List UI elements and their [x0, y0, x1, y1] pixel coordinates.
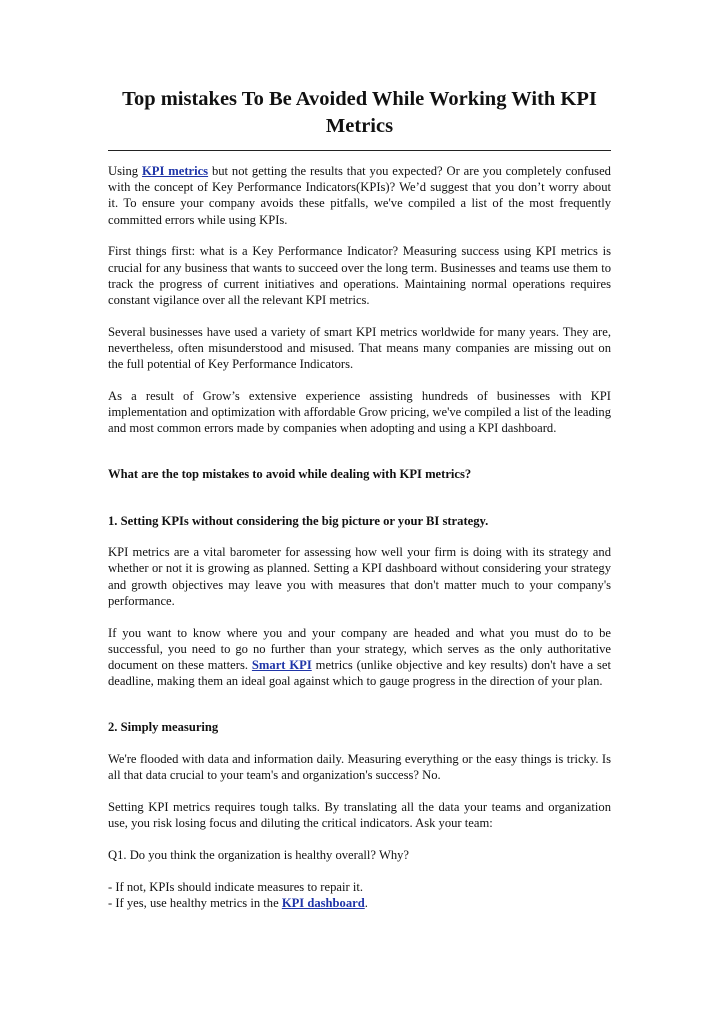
paragraph-intro-pre: Using	[108, 164, 142, 178]
paragraph-flooded: We're flooded with data and information daily. Measuring everything or the easy things is tricky. Is all that data crucial to your team's and organization's success? No.	[108, 752, 611, 783]
document-title: Top mistakes To Be Avoided While Working With KPI Metrics	[122, 88, 597, 137]
kpi-metrics-link[interactable]: KPI metrics	[141, 164, 209, 178]
question-1: Q1. Do you think the organization is healthy overall? Why?	[108, 847, 410, 862]
paragraph-strategy-post: metrics (unlike objective and key results) don't have a set deadline, making them an ideal goal against which to gauge progress in the direction of your plan.	[108, 657, 611, 689]
paragraph-intro-post: but not getting the results that you expected? Or are you completely confused with the concept of Key Performance Indicators(KPIs)? We’d suggest that you don’t worry about it. To ensure your company avoids these pitfalls, we've compiled a list of the most frequently committed errors while using KPIs.	[108, 164, 611, 227]
answer-if-yes-pre: - If yes, use healthy metrics in the	[108, 895, 282, 910]
paragraph-barometer: KPI metrics are a vital barometer for assessing how well your firm is doing with its strategy and whether or not it is growing as planned. Setting a KPI dashboard without considering your strategy and growth objectives may leave you with measures that don't matter much to your company's performance.	[108, 545, 611, 608]
paragraph-intro	[108, 163, 611, 228]
answer-if-yes-post: .	[364, 895, 368, 910]
heading-top-mistakes: What are the top mistakes to avoid while dealing with KPI metrics?	[108, 467, 472, 482]
paragraph-tough-talks: Setting KPI metrics requires tough talks. By translating all the data your teams and organization use, you risk losing focus and diluting the critical indicators. Ask your team:	[108, 799, 611, 831]
smart-kpi-link[interactable]: Smart KPI	[251, 657, 312, 672]
heading-mistake-1: 1. Setting KPIs without considering the big picture or your BI strategy.	[108, 513, 489, 528]
answer-list	[108, 879, 611, 911]
document-body	[108, 163, 611, 911]
heading-mistake-2: 2. Simply measuring	[108, 720, 219, 735]
paragraph-grow-experience: As a result of Grow’s extensive experience assisting hundreds of businesses with KPI implementation and optimization with affordable Grow pricing, we've compiled a list of the leading and most common errors made by companies when adopting and using a KPI dashboard.	[108, 388, 611, 436]
paragraph-definition: First things first: what is a Key Performance Indicator? Measuring success using KPI metrics is crucial for any business that wants to succeed over the long term. Businesses and teams use them to track the progress of current initiatives and operations. Maintaining normal operations requires constant vigilance over all the relevant KPI metrics.	[108, 244, 611, 307]
paragraph-strategy-pre: If you want to know where you and your company are headed and what you must do to be successful, you need to go no further than your strategy, which serves as the only authoritative document on these matters.	[108, 625, 611, 672]
paragraph-misuse: Several businesses have used a variety of smart KPI metrics worldwide for many years. They are, nevertheless, often misunderstood and misused. That means many companies are missing out on the full potential of Key Performance Indicators.	[108, 324, 611, 372]
paragraph-strategy	[108, 625, 611, 690]
answer-if-yes	[108, 895, 611, 911]
kpi-dashboard-link[interactable]: KPI dashboard	[281, 895, 365, 910]
answer-if-not: - If not, KPIs should indicate measures to repair it.	[108, 879, 363, 894]
title-divider	[108, 150, 611, 151]
